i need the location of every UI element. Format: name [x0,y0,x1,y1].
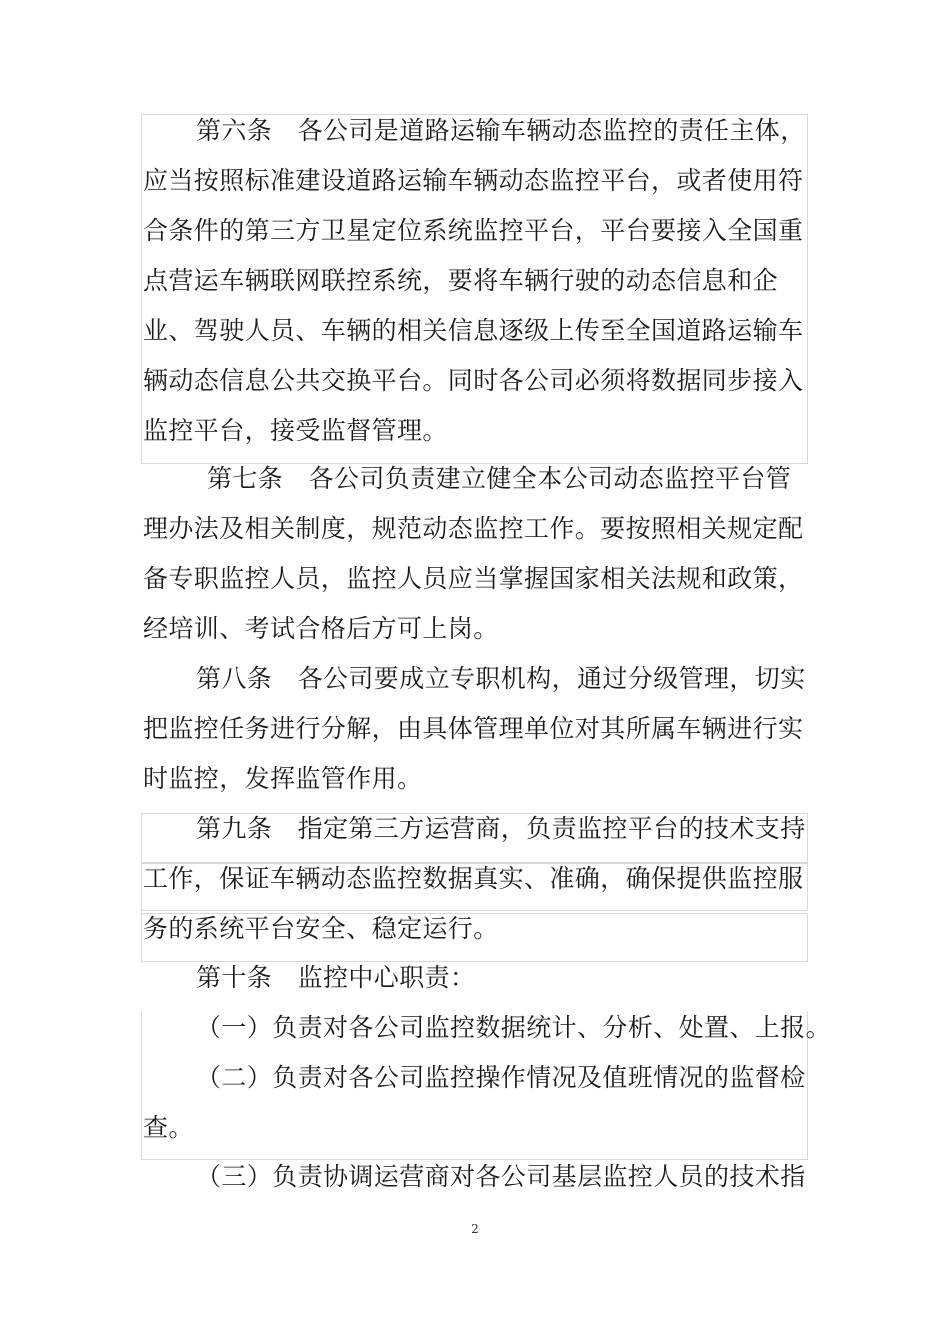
text-line: 理办法及相关制度，规范动态监控工作。要按照相关规定配 [143,514,804,543]
text-line: 监控平台，接受监督管理。 [143,416,448,445]
text-line: 查。 [143,1113,194,1142]
text-line: 备专职监控人员，监控人员应当掌握国家相关法规和政策， [143,564,804,593]
text-line: 务的系统平台安全、稳定运行。 [143,914,499,943]
text-line: 时监控，发挥监管作用。 [143,764,423,793]
text-line: （一）负责对各公司监控数据统计、分析、处置、上报。 [196,1013,832,1042]
text-line: 辆动态信息公共交换平台。同时各公司必须将数据同步接入 [143,366,804,395]
text-line: 合条件的第三方卫星定位系统监控平台，平台要接入全国重 [143,216,804,245]
text-line: 点营运车辆联网联控系统，要将车辆行驶的动态信息和企 [143,266,779,295]
text-line: （三）负责协调运营商对各公司基层监控人员的技术指 [196,1162,806,1191]
text-line: 第七条 各公司负责建立健全本公司动态监控平台管 [207,464,792,493]
text-line: 把监控任务进行分解，由具体管理单位对其所属车辆进行实 [143,714,804,743]
page-number: 2 [471,1222,479,1236]
text-line: （二）负责对各公司监控操作情况及值班情况的监督检 [196,1063,806,1092]
text-line: 业、驾驶人员、车辆的相关信息逐级上传至全国道路运输车 [143,316,804,345]
text-line: 经培训、考试合格后方可上岗。 [143,614,499,643]
text-line: 第六条 各公司是道路运输车辆动态监控的责任主体， [196,116,806,145]
text-line: 第十条 监控中心职责： [196,963,476,992]
text-line: 第九条 指定第三方运营商，负责监控平台的技术支持 [196,814,806,843]
text-line: 应当按照标准建设道路运输车辆动态监控平台，或者使用符 [143,166,804,195]
text-line: 工作，保证车辆动态监控数据真实、准确，确保提供监控服 [143,864,804,893]
text-line: 第八条 各公司要成立专职机构，通过分级管理，切实 [196,664,806,693]
